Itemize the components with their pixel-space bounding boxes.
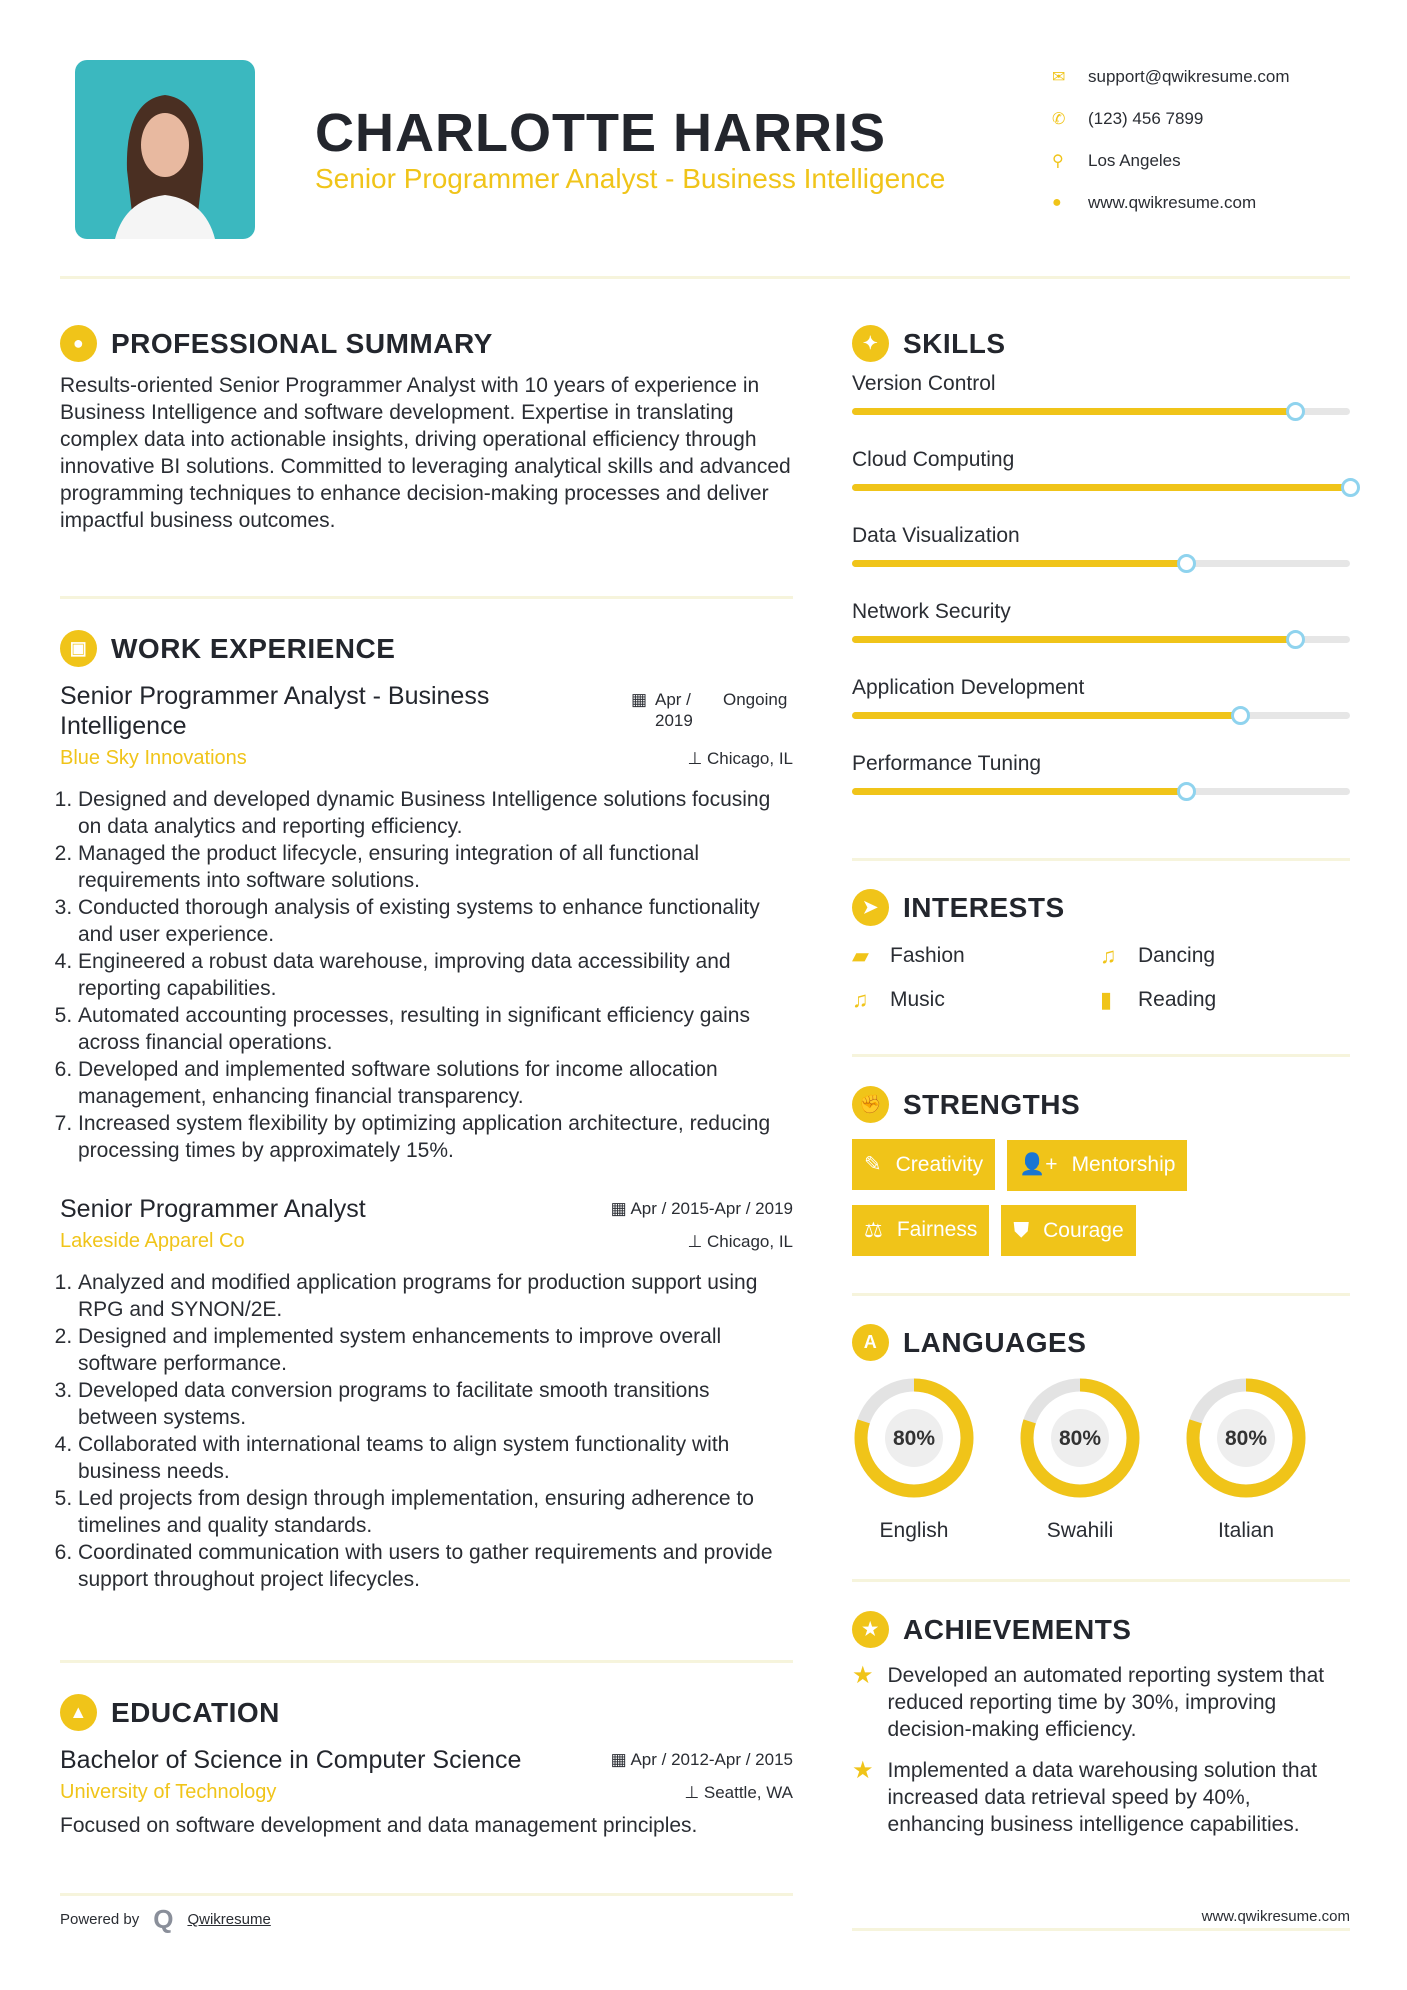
skill-fill (852, 712, 1240, 719)
envelope-icon: ✉ (1052, 69, 1066, 86)
footer-url[interactable]: www.qwikresume.com (1201, 1908, 1350, 1925)
job-title: Senior Programmer Analyst (60, 1195, 366, 1223)
job-end: Ongoing (723, 690, 788, 709)
interest-item (1100, 934, 1348, 978)
user-icon: ● (60, 325, 97, 362)
school-name: University of Technology (60, 1781, 277, 1803)
skill-slider-knob (1177, 782, 1196, 801)
section-divider (60, 596, 793, 599)
skills-section (852, 325, 1350, 828)
heading-text: PROFESSIONAL SUMMARY (111, 327, 493, 359)
book-icon: ▮ (1100, 987, 1113, 1012)
skill-label: Version Control (852, 372, 996, 395)
job-start: Apr / 2019 (655, 690, 693, 730)
language-item (1184, 1376, 1308, 1543)
calendar-icon: ▦ (610, 1199, 631, 1218)
lightbulb-icon: ✦ (852, 325, 889, 362)
heading-text: INTERESTS (903, 891, 1065, 923)
language-name: English (879, 1519, 949, 1542)
duty-item: 3. Developed data conversion programs to facilitate smooth transitions between systems. (78, 1377, 793, 1431)
candidate-name: CHARLOTTE HARRIS (315, 103, 886, 163)
pin-icon: ⊥ (684, 1782, 704, 1802)
experience-heading (60, 630, 793, 667)
shield-icon: ⛊ (1013, 1218, 1030, 1242)
skill-label: Performance Tuning (852, 752, 1042, 775)
skill-bar (852, 408, 1350, 415)
shopping-bag-icon: ▰ (852, 943, 869, 968)
paper-plane-icon: ➤ (852, 889, 889, 926)
interests-section (852, 889, 1350, 1022)
balance-scale-icon: ⚖ (864, 1218, 883, 1242)
duty-item: 1. Analyzed and modified application programs for production support using RPG and SYNON/2E. (78, 1269, 793, 1323)
footer-divider (852, 1928, 1350, 1931)
job-location (687, 1232, 793, 1252)
languages-section (852, 1324, 1350, 1544)
duty-item: 2. Managed the product lifecycle, ensuring integration of all functional requirements into software solutions. (78, 840, 793, 894)
location-text: Seattle, WA (703, 1782, 793, 1802)
skill-bar (852, 788, 1350, 795)
interest-label: Fashion (890, 944, 965, 967)
heading-text: STRENGTHS (903, 1088, 1081, 1120)
achievements-heading (852, 1611, 1350, 1648)
interest-item (852, 934, 1100, 978)
duty-item: 3. Conducted thorough analysis of existing systems to enhance functionality and user experience. (78, 894, 793, 948)
section-divider (852, 1054, 1350, 1057)
languages-heading (852, 1324, 1350, 1361)
language-percent: 80% (1224, 1427, 1268, 1450)
interest-label: Reading (1138, 988, 1217, 1011)
heading-text: SKILLS (903, 327, 1006, 359)
skill-slider-knob (1286, 402, 1305, 421)
contact-text: support@qwikresume.com (1088, 67, 1290, 86)
interest-label: Dancing (1138, 944, 1216, 967)
graduation-cap-icon: ▲ (60, 1694, 97, 1731)
skills-heading (852, 325, 1350, 362)
strength-label: Fairness (896, 1218, 978, 1241)
summary-heading (60, 325, 793, 362)
language-percent: 80% (1058, 1427, 1102, 1450)
education-text: Focused on software development and data management principles. (60, 1814, 698, 1837)
language-ring (852, 1376, 976, 1500)
header-divider (60, 276, 1350, 279)
heading-text: LANGUAGES (903, 1326, 1087, 1358)
contact-email[interactable] (1052, 56, 1290, 98)
map-pin-icon: ⚲ (1052, 153, 1064, 170)
language-name: Swahili (1046, 1519, 1114, 1542)
skill-fill (852, 560, 1186, 567)
skill-slider-knob (1231, 706, 1250, 725)
contact-location (1052, 140, 1290, 182)
experience-section (60, 630, 793, 1593)
skill-list (852, 372, 1350, 795)
skill-fill (852, 636, 1295, 643)
dates-text: Apr / 2015-Apr / 2019 (630, 1199, 793, 1218)
powered-by (60, 1904, 271, 1935)
achievement-text: Implemented a data warehousing solution that increased data retrieval speed by 40%, enhancing business intelligence capabilities. (887, 1759, 1318, 1836)
interests-heading (852, 889, 1350, 926)
strength-chip (852, 1139, 995, 1190)
summary-text: Results-oriented Senior Programmer Analyst with 10 years of experience in Business Intelligence and software development. Expertise in translating complex data into actionable insights, driving operational efficiency through innovative BI solutions. Committed to leveraging analytical skills and advanced programming techniques to enhance decision-making processes and deliver impactful business outcomes. (60, 374, 791, 532)
language-ring (1018, 1376, 1142, 1500)
skill-bar (852, 560, 1350, 567)
calendar-icon: ▦ (610, 1750, 631, 1769)
contact-phone[interactable] (1052, 98, 1290, 140)
strengths-heading (852, 1086, 1350, 1123)
duty-item: 7. Increased system flexibility by optimizing application architecture, reducing processing times by approximately 15%. (78, 1110, 793, 1164)
contact-list (1052, 56, 1290, 224)
skill-bar (852, 636, 1350, 643)
heading-text: ACHIEVEMENTS (903, 1613, 1132, 1645)
music-icon: ♫ (852, 987, 869, 1012)
powered-text: Powered by (60, 1911, 140, 1928)
duty-item: 5. Led projects from design through implementation, ensuring adherence to timelines and quality standards. (78, 1485, 793, 1539)
language-item (1018, 1376, 1142, 1543)
company-name: Blue Sky Innovations (60, 747, 247, 769)
globe-icon: ● (1052, 194, 1062, 211)
star-icon: ★ (852, 1611, 889, 1648)
skill-fill (852, 788, 1186, 795)
heading-text: EDUCATION (111, 1696, 280, 1728)
skill-fill (852, 484, 1350, 491)
section-divider (852, 1293, 1350, 1296)
strength-chip (1001, 1205, 1135, 1256)
qwikresume-logo-icon: Q (153, 1904, 174, 1934)
skill-slider-knob (1286, 630, 1305, 649)
pin-icon: ⊥ (687, 748, 707, 768)
skill-label: Network Security (852, 600, 1011, 623)
brand-link[interactable]: Qwikresume (187, 1911, 271, 1928)
section-divider (852, 1579, 1350, 1582)
dates-text: Apr / 2012-Apr / 2015 (630, 1750, 793, 1769)
duty-item: 2. Designed and implemented system enhancements to improve overall software performance. (78, 1323, 793, 1377)
duty-item: 6. Developed and implemented software solutions for income allocation management, enhancing financial transparency. (78, 1056, 793, 1110)
achievement-item (852, 1757, 1350, 1838)
strength-label: Courage (1043, 1218, 1124, 1242)
language-item (852, 1376, 976, 1543)
language-ring (1184, 1376, 1308, 1500)
section-divider (60, 1660, 793, 1663)
section-divider (852, 858, 1350, 861)
duty-item: 5. Automated accounting processes, resulting in significant efficiency gains across financial operations. (78, 1002, 793, 1056)
job-location (687, 749, 793, 769)
skill-label: Cloud Computing (852, 448, 1015, 471)
job-duties (60, 786, 793, 1164)
achievement-text: Developed an automated reporting system that reduced reporting time by 30%, improving decision-making efficiency. (887, 1664, 1325, 1741)
skill-bar (852, 484, 1350, 491)
briefcase-icon: ▣ (60, 630, 97, 667)
summary-section (60, 325, 793, 534)
achievement-item (852, 1662, 1350, 1743)
skill-slider-knob (1177, 554, 1196, 573)
language-percent: 80% (892, 1427, 936, 1450)
user-plus-icon: 👤+ (1019, 1153, 1058, 1176)
heading-text: WORK EXPERIENCE (111, 632, 396, 664)
edu-dates (611, 1750, 793, 1770)
pin-icon: ⊥ (687, 1231, 707, 1251)
job-duties (60, 1269, 793, 1593)
candidate-title: Senior Programmer Analyst - Business Intelligence (315, 163, 946, 194)
job-dates (611, 1199, 793, 1219)
location-text: Chicago, IL (707, 748, 793, 768)
contact-text: www.qwikresume.com (1088, 193, 1257, 212)
fist-icon: ✊ (852, 1086, 889, 1123)
phone-icon: ✆ (1052, 111, 1066, 128)
duty-item: 4. Collaborated with international teams to align system functionality with business needs. (78, 1431, 793, 1485)
duty-item: 6. Coordinated communication with users to gather requirements and provide support throughout project lifecycles. (78, 1539, 793, 1593)
job-title: Senior Programmer Analyst - Business Intelligence (60, 682, 490, 740)
footer-divider (60, 1893, 793, 1896)
strength-chip (852, 1205, 989, 1256)
brush-icon: ✎ (864, 1153, 882, 1176)
duty-item: 1. Designed and developed dynamic Business Intelligence solutions focusing on data analytics and reporting efficiency. (78, 786, 793, 840)
profile-photo (75, 60, 255, 239)
company-name: Lakeside Apparel Co (60, 1230, 245, 1252)
star-icon: ★ (852, 1757, 874, 1784)
degree: Bachelor of Science in Computer Science (60, 1746, 522, 1774)
star-icon: ★ (852, 1662, 874, 1689)
calendar-icon: ▦ (630, 690, 647, 709)
strength-label: Mentorship (1071, 1153, 1176, 1176)
interest-item (852, 978, 1100, 1022)
skill-label: Application Development (852, 676, 1085, 699)
language-name: Italian (1217, 1519, 1275, 1542)
contact-text: Los Angeles (1088, 151, 1181, 170)
skill-bar (852, 712, 1350, 719)
edu-location (684, 1783, 793, 1803)
music-icon: ♫ (1100, 943, 1117, 968)
strength-chip (1007, 1140, 1187, 1191)
translate-icon: A (852, 1324, 889, 1361)
location-text: Chicago, IL (707, 1231, 793, 1251)
strength-label: Creativity (895, 1152, 984, 1176)
duty-item: 4. Engineered a robust data warehouse, improving data accessibility and reporting capabilities. (78, 948, 793, 1002)
interest-label: Music (890, 988, 945, 1011)
skill-fill (852, 408, 1295, 415)
skill-label: Data Visualization (852, 524, 1020, 547)
contact-text: (123) 456 7899 (1088, 109, 1204, 128)
skill-slider-knob (1341, 478, 1360, 497)
interest-item (1100, 978, 1348, 1022)
strengths-section (852, 1086, 1350, 1270)
education-heading (60, 1694, 793, 1731)
achievements-section (852, 1611, 1350, 1852)
education-section (60, 1694, 793, 1839)
contact-website[interactable] (1052, 182, 1290, 224)
